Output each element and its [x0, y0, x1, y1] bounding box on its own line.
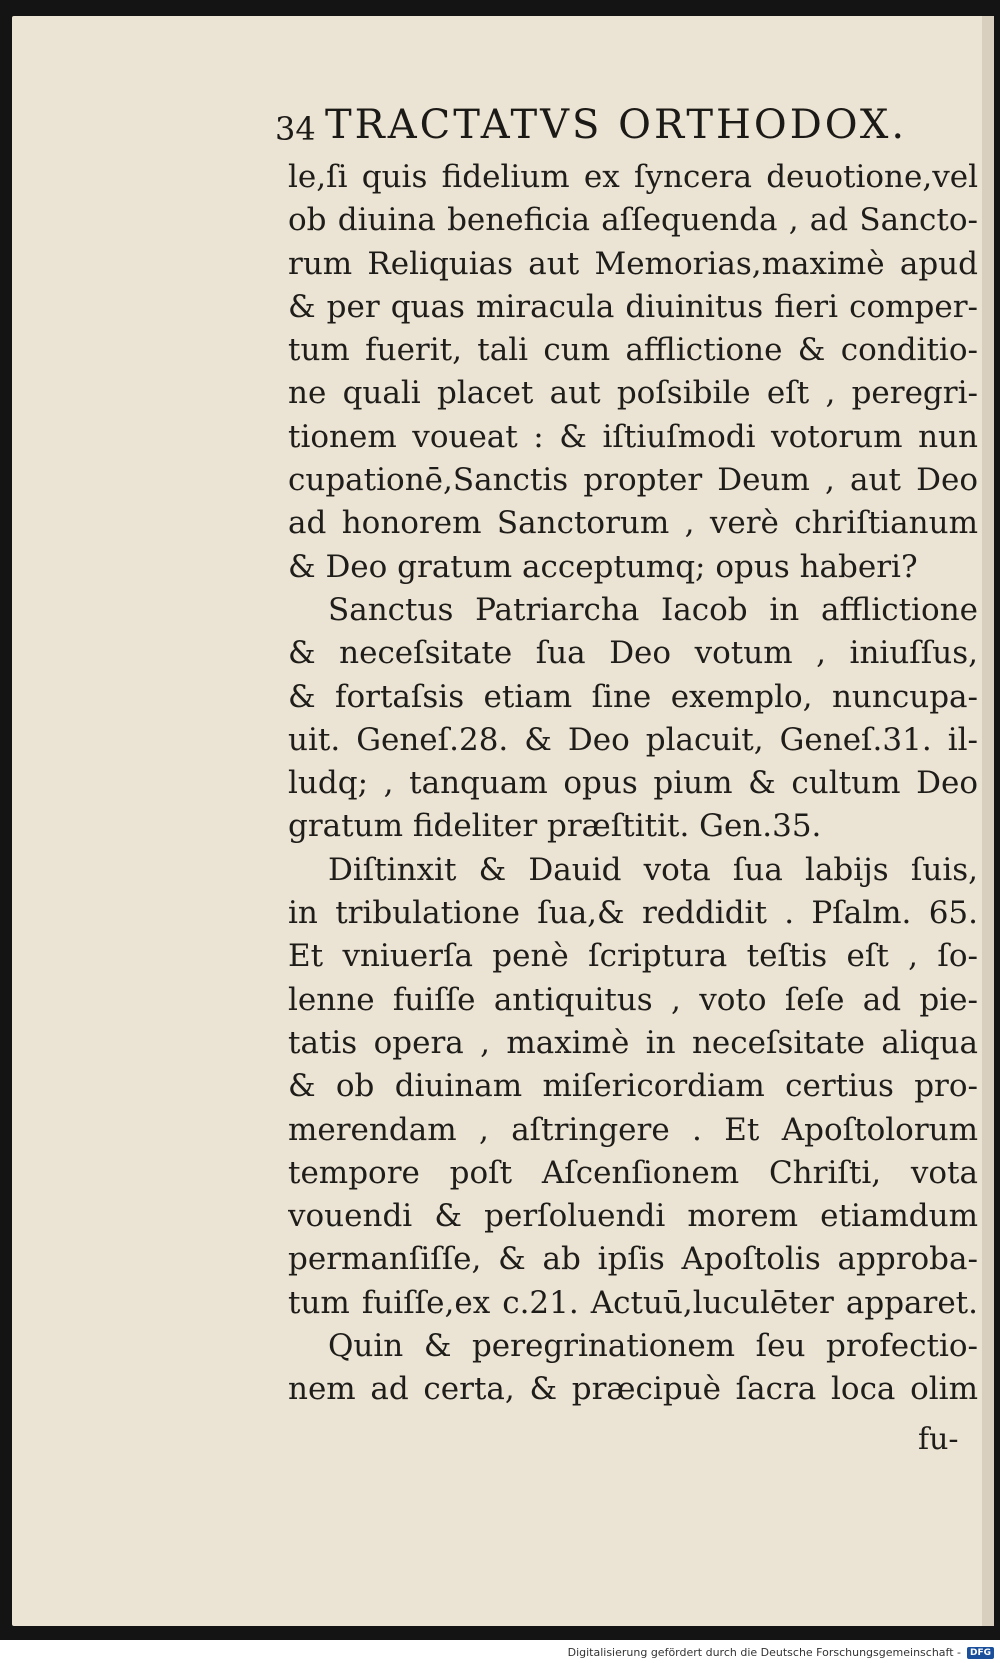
text-line: Et vniuerſa penè ſcriptura teſtis eſt , ſo- — [288, 938, 978, 975]
text-line: ad honorem Sanctorum , verè chriſtianum — [288, 505, 978, 542]
text-line: ne quali placet aut poſsibile eſt , peregri- — [288, 375, 978, 412]
page-edge — [982, 16, 994, 1626]
catchword: fu- — [918, 1422, 959, 1457]
text-line: permanſiſſe, & ab ipſis Apoſtolis approba- — [288, 1241, 978, 1278]
text-line: & ob diuinam miſericordiam certius pro- — [288, 1068, 978, 1105]
running-title: TRACTATVS ORTHODOX. — [325, 102, 908, 148]
page-number: 34 — [275, 110, 316, 148]
text-line: merendam , aſtringere . Et Apoſtolorum — [288, 1111, 978, 1148]
text-line: gratum fideliter præſtitit. Gen.35. — [288, 808, 822, 845]
text-line: cupationē,Sanctis propter Deum , aut Deo — [288, 462, 978, 499]
text-line: tum fuerit, tali cum afflictione & conditio- — [288, 332, 978, 369]
text-line: ob diuina beneficia aſſequenda , ad Sancto- — [288, 202, 978, 239]
text-line: & fortaſsis etiam ſine exemplo, nuncupa- — [288, 678, 978, 715]
text-line: tum fuiſſe,ex c.21. Actuū,luculēter apparet. — [288, 1284, 978, 1321]
text-line: uit. Geneſ.28. & Deo placuit, Geneſ.31. il- — [288, 721, 978, 758]
text-line: tempore poſt Aſcenſionem Chriſti, vota — [288, 1154, 978, 1191]
body-text — [288, 156, 978, 1412]
text-line: vouendi & perſoluendi morem etiamdum — [288, 1198, 978, 1235]
text-line: Sanctus Patriarcha Iacob in afflictione — [328, 591, 978, 628]
text-line: tatis opera , maximè in neceſsitate aliqua — [288, 1024, 978, 1061]
text-line: Quin & peregrinationem ſeu profectio- — [328, 1328, 978, 1365]
text-line: rum Reliquias aut Memorias,maximè apud — [288, 245, 978, 282]
page-header — [275, 102, 975, 158]
text-line: & per quas miracula diuinitus fieri comper- — [288, 288, 978, 325]
text-line: & neceſsitate ſua Deo votum , iniuſſus, — [288, 635, 978, 672]
text-line: lenne fuiſſe antiquitus , voto ſeſe ad pie- — [288, 981, 978, 1018]
text-line: tionem voueat : & iſtiuſmodi votorum nun — [288, 418, 978, 455]
footer-credit: Digitalisierung gefördert durch die Deutsche Forschungsgemeinschaft - — [567, 1646, 961, 1659]
footer — [568, 1646, 994, 1659]
text-line: nem ad certa, & præcipuè ſacra loca olim — [288, 1371, 978, 1408]
text-line: le,ſi quis fidelium ex ſyncera deuotione,vel — [288, 159, 978, 195]
text-line: & Deo gratum acceptumq; opus haberi? — [288, 548, 918, 585]
text-line: ludq; , tanquam opus pium & cultum Deo — [288, 765, 978, 802]
text-line: in tribulatione ſua,& reddidit . Pſalm. 65. — [288, 895, 978, 932]
text-line: Diſtinxit & Dauid vota ſua labijs ſuis, — [328, 851, 978, 888]
dfg-logo: DFG — [967, 1647, 994, 1659]
